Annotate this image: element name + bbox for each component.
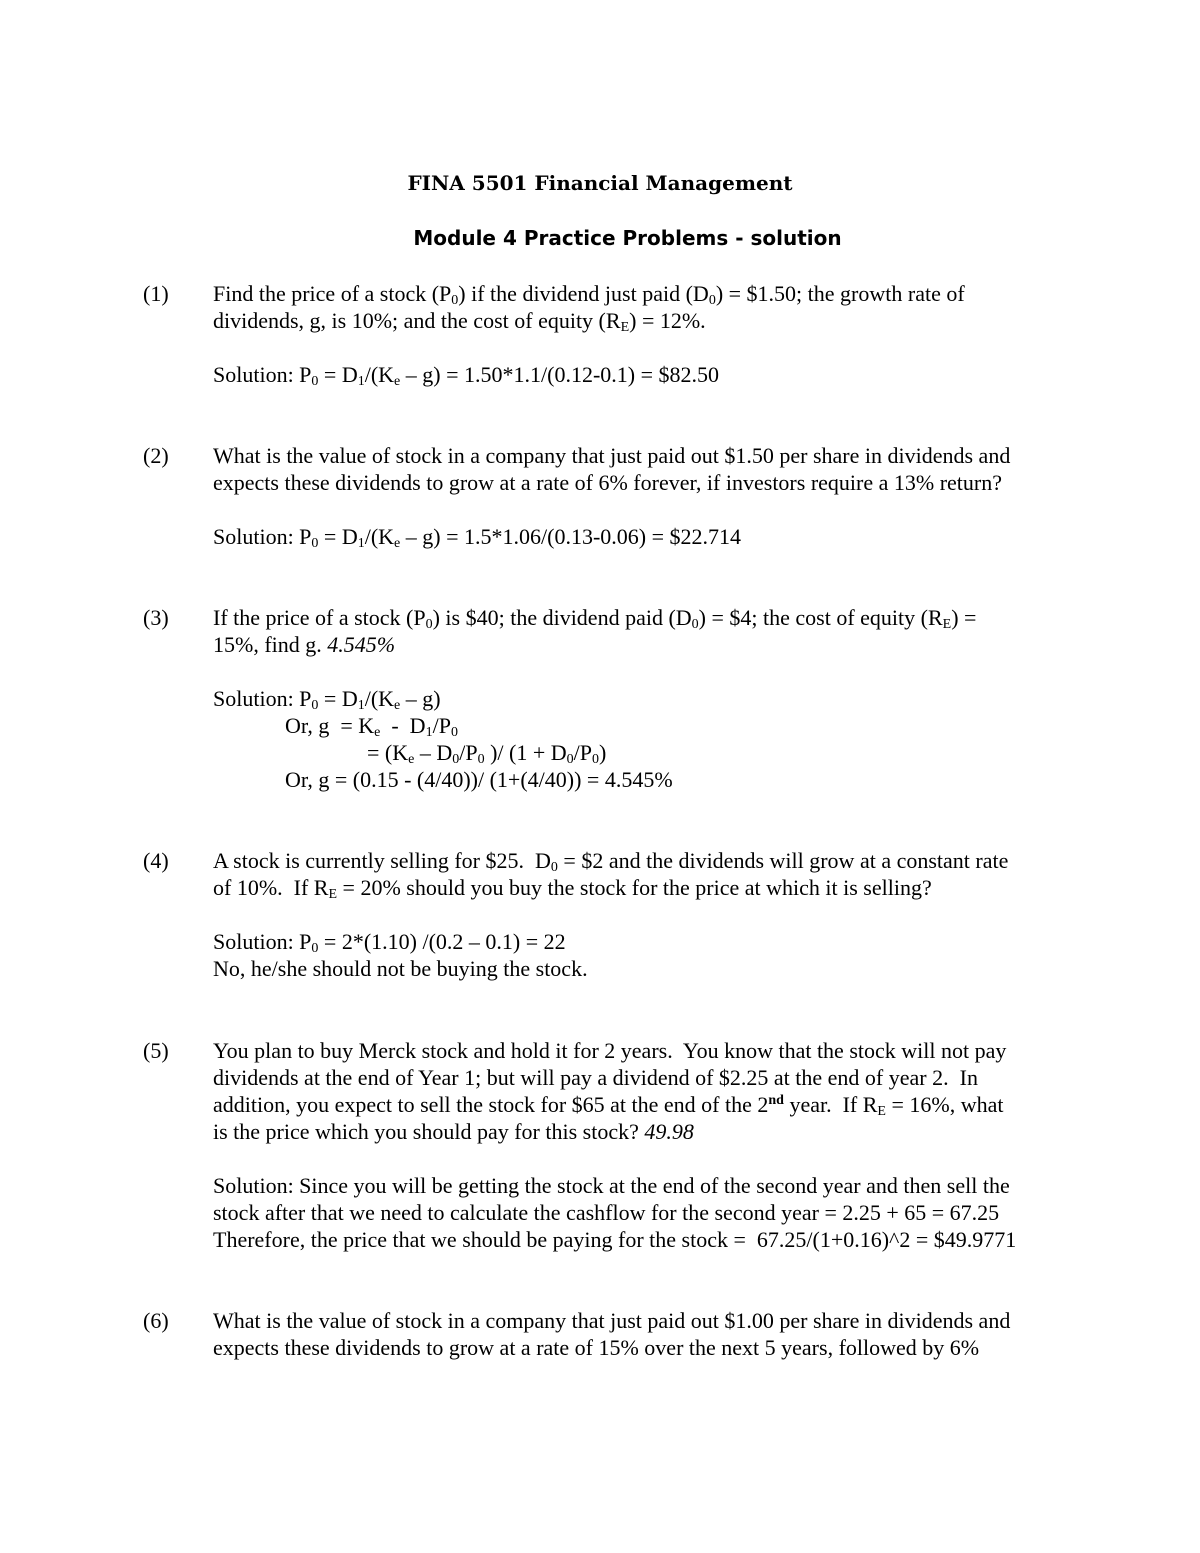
- problem-3-question-line-1: If the price of a stock $(P_0)$ is $40; the dividend paid $(D_0)$ = $4; the cost of equity $(R_E)$ =: [213, 605, 977, 632]
- problem-6-number: (6): [143, 1308, 169, 1333]
- problem-3-answer: 4.545%: [327, 632, 396, 657]
- problem-4-question-line-1: A stock is currently selling for $25. $D_0$ = $2 and the dividends will grow at a constant rate: [213, 848, 1009, 875]
- problem-6-question-line-2: expects these dividends to grow at a rate of 15% over the next 5 years, followed by 6%: [213, 1335, 980, 1360]
- problem-3-solution-line-1: Solution: $P_0 = D_1/(K_e - g)$: [213, 686, 441, 713]
- problem-2-number: (2): [143, 443, 169, 468]
- problem-5-number: (5): [143, 1038, 169, 1063]
- problem-5-solution-line-2: stock after that we need to calculate the cashflow for the second year = 2.25 + 65 = 67.25: [213, 1200, 1000, 1225]
- document-subtitle: Module 4 Practice Problems - solution: [413, 226, 842, 250]
- problem-3-solution-line-2: Or, $g = K_e - D_1/P_0$: [285, 713, 458, 740]
- document-title: FINA 5501 Financial Management: [407, 171, 793, 195]
- problem-1-number: (1): [143, 281, 169, 306]
- problem-1-question-line-2: dividends, g, is 10%; and the cost of equity $(R_E) = 12\%$.: [213, 308, 706, 335]
- problem-4-solution-line-2: No, he/she should not be buying the stock.: [213, 956, 588, 981]
- problem-2-solution: Solution: $P_0 = D_1/(K_e - g) = 1.5*1.06/(0.13-0.06)$ = $22.714: [213, 524, 741, 551]
- problem-1-question-line-1: Find the price of a stock $(P_0)$ if the dividend just paid $(D_0)$ = $1.50; the growth rate of: [213, 281, 965, 308]
- problem-2-question-line-2: expects these dividends to grow at a rate of 6% forever, if investors require a 13% return?: [213, 470, 1002, 495]
- problem-4-solution-line-1: Solution: $P_0 = 2*(1.10)$ /(0.2 – 0.1) = 22: [213, 929, 566, 956]
- problem-5-solution-line-3: Therefore, the price that we should be paying for the stock = 67.25/(1+0.16)^2 = $49.9771: [213, 1227, 1017, 1252]
- problem-6-question-line-1: What is the value of stock in a company that just paid out $1.00 per share in dividends and: [213, 1308, 1011, 1333]
- problem-5-solution-line-1: Solution: Since you will be getting the stock at the end of the second year and then sell the: [213, 1173, 1010, 1198]
- problem-3-solution-line-4: Or, g = (0.15 - (4/40))/ (1+(4/40)) = 4.545%: [285, 767, 673, 792]
- problem-5-question-line-3: addition, you expect to sell the stock for $65 at the end of the 2nd year. If $R_E = 16\%$, what: [213, 1092, 1004, 1119]
- problem-3-question-line-2: 15%, find g. 4.545%: [213, 632, 396, 657]
- problem-5-question-line-2: dividends at the end of Year 1; but will pay a dividend of $2.25 at the end of year 2. In: [213, 1065, 978, 1090]
- problem-4-number: (4): [143, 848, 169, 873]
- problem-4-question-line-2: of 10%. If $R_E = 20\%$ should you buy the stock for the price at which it is selling?: [213, 875, 932, 902]
- problem-1-solution: Solution: $P_0 = D_1/(K_e - g) = 1.50*1.1/(0.12-0.1)$ = $82.50: [213, 362, 719, 389]
- problem-5-answer: 49.98: [644, 1119, 694, 1144]
- problem-5-question-line-1: You plan to buy Merck stock and hold it for 2 years. You know that the stock will not pay: [213, 1038, 1007, 1063]
- problem-2-question-line-1: What is the value of stock in a company that just paid out $1.50 per share in dividends and: [213, 443, 1011, 468]
- problem-3-number: (3): [143, 605, 169, 630]
- problem-5-question-line-4: is the price which you should pay for this stock? 49.98: [213, 1119, 694, 1144]
- problem-3-solution-line-3: = ($K_e - D_0/P_0$ )/ $(1 + D_0/P_0)$: [367, 740, 607, 767]
